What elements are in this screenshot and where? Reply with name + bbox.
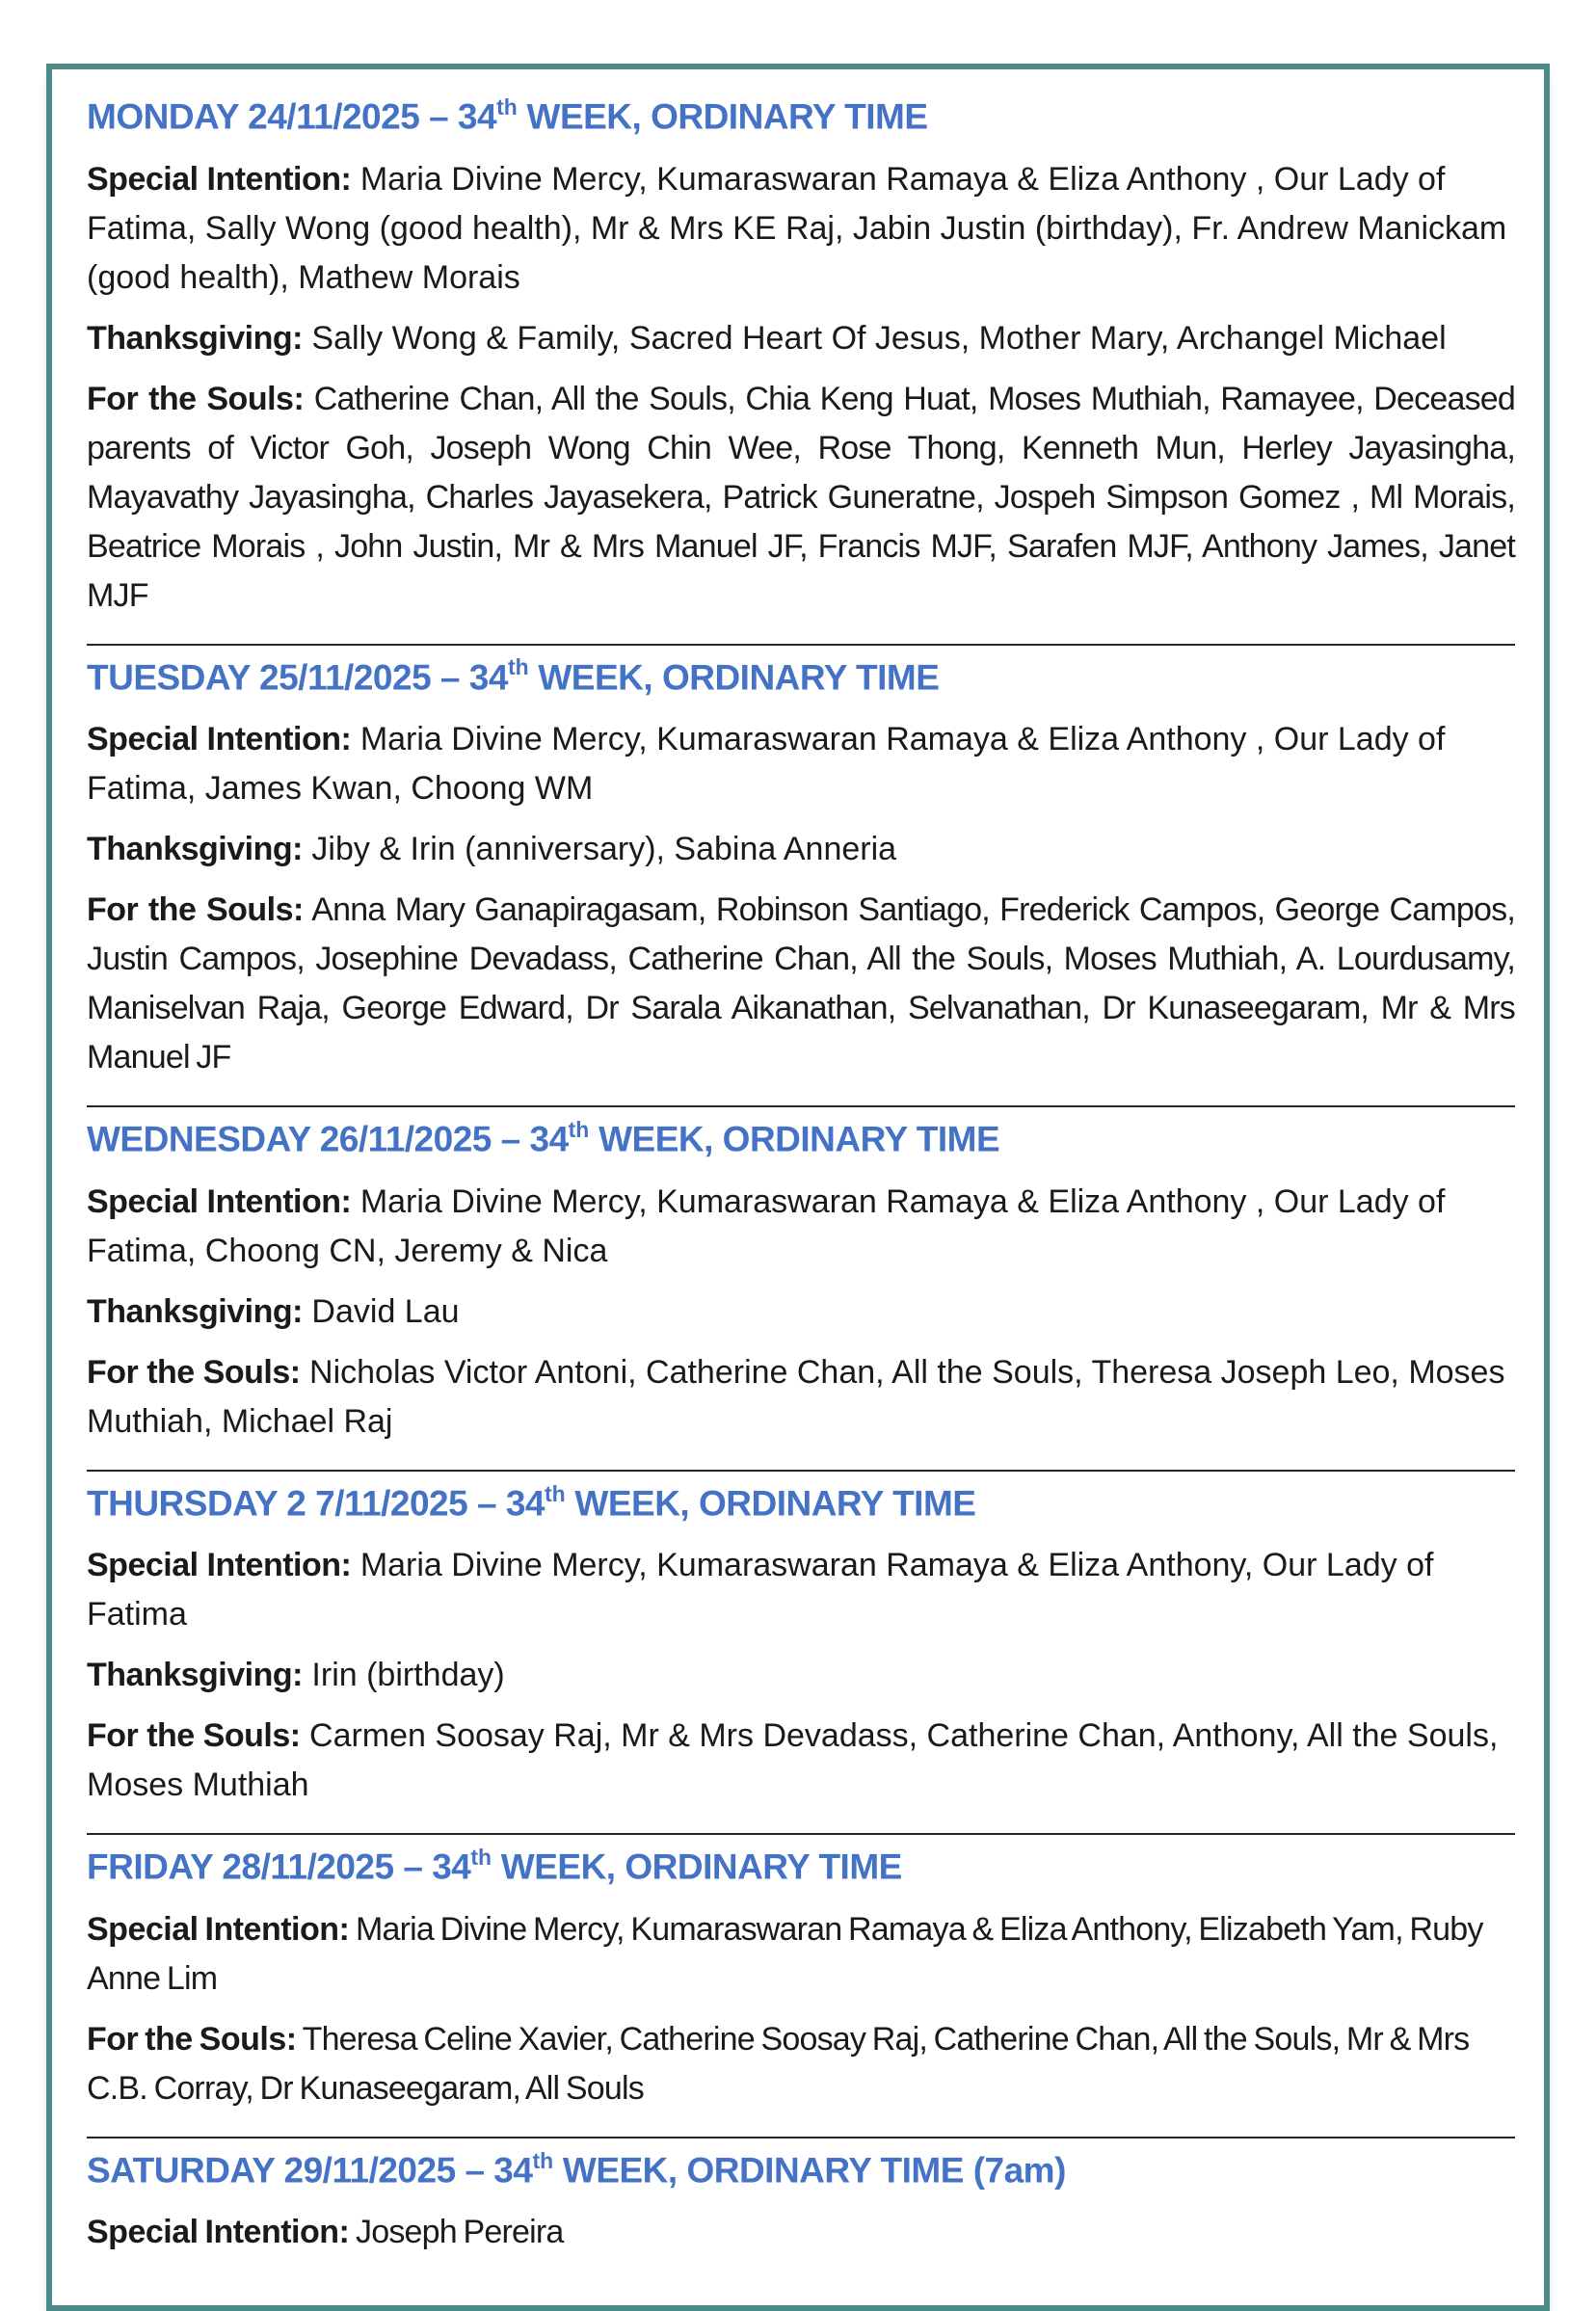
for-the-souls-text: Theresa Celine Xavier, Catherine Soosay Raj, Catherine Chan, All the Souls, Mr & Mrs C.B. Corray, Dr Kunaseegaram, All Souls (87, 2020, 1470, 2107)
special-intention-paragraph (87, 1178, 1515, 1276)
special-intention-text: Maria Divine Mercy, Kumaraswaran Ramaya & Eliza Anthony , Our Lady of Fatima, James Kwan, Choong WM (87, 721, 1446, 808)
thanksgiving-text: Jiby & Irin (anniversary), Sabina Anneria (311, 831, 897, 868)
special-intention-label: Special Intention: (87, 1182, 352, 1220)
thanksgiving-paragraph (87, 314, 1515, 363)
day-heading-text: TUESDAY 25/11/2025 – 34 (87, 656, 508, 697)
for-the-souls-text: Carmen Soosay Raj, Mr & Mrs Devadass, Catherine Chan, Anthony, All the Souls, Moses Muthiah (87, 1717, 1499, 1804)
ordinal-suffix: th (507, 654, 529, 680)
special-intention-paragraph (87, 1905, 1515, 2004)
for-the-souls-paragraph (87, 375, 1515, 621)
special-intention-text: Maria Divine Mercy, Kumaraswaran Ramaya & Eliza Anthony , Our Lady of Fatima, Sally Wong (good health), Mr & Mrs KE Raj, Jabin Justin (birthday), Fr. Andrew Manickam (good health), Mathew Morais (87, 160, 1507, 296)
for-the-souls-label: For the Souls: (87, 380, 305, 417)
special-intention-paragraph (87, 715, 1515, 813)
day-heading-text: WEDNESDAY 26/11/2025 – 34 (87, 1119, 569, 1159)
day-heading-rest: WEEK, ORDINARY TIME (7am) (553, 2150, 1066, 2191)
for-the-souls-paragraph (87, 1712, 1515, 1810)
special-intention-text: Maria Divine Mercy, Kumaraswaran Ramaya & Eliza Anthony , Our Lady of Fatima, Choong CN, Jeremy & Nica (87, 1182, 1446, 1269)
thanksgiving-label: Thanksgiving: (87, 319, 303, 357)
ordinal-suffix: th (470, 1845, 492, 1871)
day-section-friday (87, 1833, 1515, 2137)
day-heading-rest: WEEK, ORDINARY TIME (528, 656, 940, 697)
special-intention-paragraph (87, 2208, 1515, 2257)
mass-intentions-page (46, 64, 1550, 2311)
for-the-souls-text: Nicholas Victor Antoni, Catherine Chan, All the Souls, Theresa Joseph Leo, Moses Muthiah, Michael Raj (87, 1353, 1505, 1440)
day-heading-text: MONDAY 24/11/2025 – 34 (87, 96, 497, 137)
for-the-souls-paragraph (87, 1348, 1515, 1447)
day-heading-monday (87, 94, 1515, 140)
special-intention-paragraph (87, 155, 1515, 303)
special-intention-label: Special Intention: (87, 160, 352, 198)
for-the-souls-paragraph (87, 2015, 1515, 2113)
special-intention-text: Maria Divine Mercy, Kumaraswaran Ramaya & Eliza Anthony, Elizabeth Yam, Ruby Anne Lim (87, 1910, 1483, 1997)
day-section-monday (87, 85, 1515, 644)
for-the-souls-text: Catherine Chan, All the Souls, Chia Keng Huat, Moses Muthiah, Ramayee, Deceased parents of Victor Goh, Joseph Wong Chin Wee, Rose Thong, Kenneth Mun, Herley Jayasingha, Mayavathy Jayasingha, Charles Jayasekera, Patrick Guneratne, Jospeh Simpson Gomez , Ml Morais, Beatrice Morais , John Justin, Mr & Mrs Manuel JF, Francis MJF, Sarafen MJF, Anthony James, Janet MJF (87, 380, 1515, 614)
day-section-thursday (87, 1470, 1515, 1834)
ordinal-suffix: th (496, 93, 518, 120)
thanksgiving-paragraph (87, 1288, 1515, 1337)
thanksgiving-text: David Lau (311, 1292, 460, 1330)
day-section-saturday (87, 2137, 1515, 2281)
thanksgiving-label: Thanksgiving: (87, 1657, 303, 1694)
thanksgiving-paragraph (87, 825, 1515, 874)
special-intention-paragraph (87, 1541, 1515, 1639)
thanksgiving-paragraph (87, 1651, 1515, 1700)
for-the-souls-label: For the Souls: (87, 1717, 301, 1755)
for-the-souls-label: For the Souls: (87, 2020, 297, 2058)
for-the-souls-text: Anna Mary Ganapiragasam, Robinson Santiago, Frederick Campos, George Campos, Justin Campos, Josephine Devadass, Catherine Chan, All the Souls, Moses Muthiah, A. Lourdusamy, Maniselvan Raja, George Edward, Dr Sarala Aikanathan, Selvanathan, Dr Kunaseegaram, Mr & Mrs Manuel JF (87, 891, 1515, 1076)
for-the-souls-label: For the Souls: (87, 1353, 301, 1391)
day-heading-wednesday (87, 1117, 1515, 1162)
special-intention-text: Maria Divine Mercy, Kumaraswaran Ramaya & Eliza Anthony, Our Lady of Fatima (87, 1547, 1434, 1634)
for-the-souls-label: For the Souls: (87, 891, 304, 929)
thanksgiving-label: Thanksgiving: (87, 1292, 303, 1330)
day-heading-thursday (87, 1481, 1515, 1527)
for-the-souls-paragraph (87, 886, 1515, 1082)
special-intention-text: Joseph Pereira (356, 2214, 564, 2251)
day-heading-friday (87, 1845, 1515, 1890)
day-heading-saturday (87, 2148, 1515, 2193)
special-intention-label: Special Intention: (87, 1547, 352, 1584)
day-heading-rest: WEEK, ORDINARY TIME (517, 96, 928, 137)
day-heading-rest: WEEK, ORDINARY TIME (565, 1483, 976, 1524)
thanksgiving-label: Thanksgiving: (87, 831, 303, 868)
ordinal-suffix: th (545, 1480, 566, 1506)
ordinal-suffix: th (532, 2147, 554, 2173)
day-heading-rest: WEEK, ORDINARY TIME (589, 1119, 1000, 1159)
day-section-wednesday (87, 1105, 1515, 1470)
day-heading-text: THURSDAY 2 7/11/2025 – 34 (87, 1483, 545, 1524)
thanksgiving-text: Irin (birthday) (311, 1657, 505, 1694)
day-heading-rest: WEEK, ORDINARY TIME (492, 1846, 902, 1887)
day-heading-tuesday (87, 655, 1515, 701)
special-intention-label: Special Intention: (87, 2214, 350, 2251)
special-intention-label: Special Intention: (87, 1910, 350, 1948)
ordinal-suffix: th (568, 1117, 590, 1143)
thanksgiving-text: Sally Wong & Family, Sacred Heart Of Jesus, Mother Mary, Archangel Michael (311, 319, 1447, 357)
day-section-tuesday (87, 644, 1515, 1106)
day-heading-text: SATURDAY 29/11/2025 – 34 (87, 2150, 533, 2191)
day-heading-text: FRIDAY 28/11/2025 – 34 (87, 1846, 471, 1887)
special-intention-label: Special Intention: (87, 721, 352, 758)
